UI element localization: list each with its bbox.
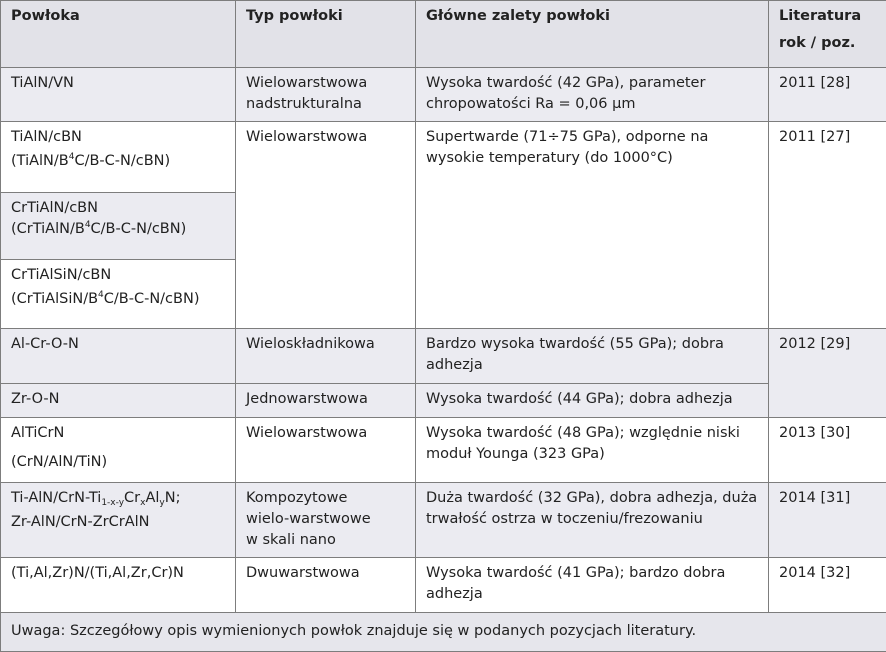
- coating-composition: Zr-AlN/CrN-ZrCrAlN: [11, 512, 227, 533]
- type-cell: Wielowarstwowa: [236, 122, 416, 329]
- advantages-cell: Wysoka twardość (42 GPa), parameter chropowatości Ra = 0,06 µm: [416, 68, 769, 122]
- coating-cell: [1, 418, 236, 483]
- coating-cell: [1, 260, 236, 329]
- table-row: [1, 558, 886, 613]
- table-row: [1, 68, 886, 122]
- table-row: [1, 329, 886, 384]
- composition-superscript: 4: [85, 220, 91, 230]
- table-row: [1, 418, 886, 483]
- advantages-cell: Bardzo wysoka twardość (55 GPa); dobra adhezja: [416, 329, 769, 384]
- type-line: Kompozytowe: [246, 488, 407, 509]
- reference-cell: 2011 [27]: [769, 122, 886, 329]
- type-line: wielo-warstwowe: [246, 509, 407, 530]
- coating-composition: (CrN/AlN/TiN): [11, 452, 227, 473]
- formula-part: N;: [165, 490, 181, 506]
- formula-subscript: y: [159, 498, 164, 508]
- coating-composition: [11, 219, 227, 240]
- formula-subscript: 1-x-y: [101, 498, 124, 508]
- composition-part: C/B-C-N/cBN): [91, 221, 187, 237]
- header-literature: [769, 1, 886, 68]
- advantages-cell: Wysoka twardość (48 GPa); względnie niski moduł Younga (323 GPa): [416, 418, 769, 483]
- header-literature-line1: Literatura: [779, 6, 878, 27]
- table-note: Uwaga: Szczegółowy opis wymienionych powłok znajduje się w podanych pozycjach literatury.: [1, 613, 886, 652]
- coating-composition: [11, 151, 227, 172]
- formula-part: Cr: [124, 490, 140, 506]
- header-advantages: Główne zalety powłoki: [416, 1, 769, 68]
- formula-subscript: x: [140, 498, 145, 508]
- coating-name: AlTiCrN: [11, 423, 227, 444]
- composition-part: (CrTiAlSiN/B: [11, 291, 98, 307]
- advantages-cell: Wysoka twardość (44 GPa); dobra adhezja: [416, 384, 769, 418]
- composition-superscript: 4: [69, 152, 75, 162]
- advantages-cell: Supertwarde (71÷75 GPa), odporne na wysokie temperatury (do 1000°C): [416, 122, 769, 329]
- reference-cell: 2014 [31]: [769, 483, 886, 558]
- composition-part: C/B-C-N/cBN): [104, 291, 200, 307]
- header-literature-line2: rok / poz.: [779, 33, 878, 54]
- coating-cell: TiAlN/VN: [1, 68, 236, 122]
- coating-cell: [1, 193, 236, 260]
- reference-cell: 2011 [28]: [769, 68, 886, 122]
- reference-cell: 2012 [29]: [769, 329, 886, 418]
- coating-cell: [1, 122, 236, 193]
- type-line: w skali nano: [246, 530, 407, 551]
- header-row: [1, 1, 886, 68]
- formula-part: Ti-AlN/CrN-Ti: [11, 490, 101, 506]
- coating-cell: (Ti,Al,Zr)N/(Ti,Al,Zr,Cr)N: [1, 558, 236, 613]
- coating-name: TiAlN/cBN: [11, 127, 227, 148]
- type-cell: [236, 483, 416, 558]
- reference-cell: 2013 [30]: [769, 418, 886, 483]
- composition-part: C/B-C-N/cBN): [74, 153, 170, 169]
- header-coating: Powłoka: [1, 1, 236, 68]
- composition-superscript: 4: [98, 290, 104, 300]
- type-cell: Wieloskładnikowa: [236, 329, 416, 384]
- composition-part: (CrTiAlN/B: [11, 221, 85, 237]
- table-row: [1, 384, 886, 418]
- note-row: [1, 613, 886, 652]
- type-cell: Wielowarstwowa nadstrukturalna: [236, 68, 416, 122]
- composition-part: (TiAlN/B: [11, 153, 69, 169]
- type-cell: Dwuwarstwowa: [236, 558, 416, 613]
- coating-name: CrTiAlN/cBN: [11, 198, 227, 219]
- coating-composition: [11, 289, 227, 310]
- advantages-cell: Duża twardość (32 GPa), dobra adhezja, duża trwałość ostrza w toczeniu/frezowaniu: [416, 483, 769, 558]
- header-type: Typ powłoki: [236, 1, 416, 68]
- coating-name: [11, 488, 227, 509]
- table-row: [1, 122, 886, 193]
- coating-cell: Zr-O-N: [1, 384, 236, 418]
- coating-name: CrTiAlSiN/cBN: [11, 265, 227, 286]
- reference-cell: 2014 [32]: [769, 558, 886, 613]
- advantages-cell: Wysoka twardość (41 GPa); bardzo dobra adhezja: [416, 558, 769, 613]
- type-cell: Wielowarstwowa: [236, 418, 416, 483]
- coating-cell: [1, 483, 236, 558]
- table-row: [1, 483, 886, 558]
- coating-cell: Al-Cr-O-N: [1, 329, 236, 384]
- type-cell: Jednowarstwowa: [236, 384, 416, 418]
- formula-part: Al: [145, 490, 159, 506]
